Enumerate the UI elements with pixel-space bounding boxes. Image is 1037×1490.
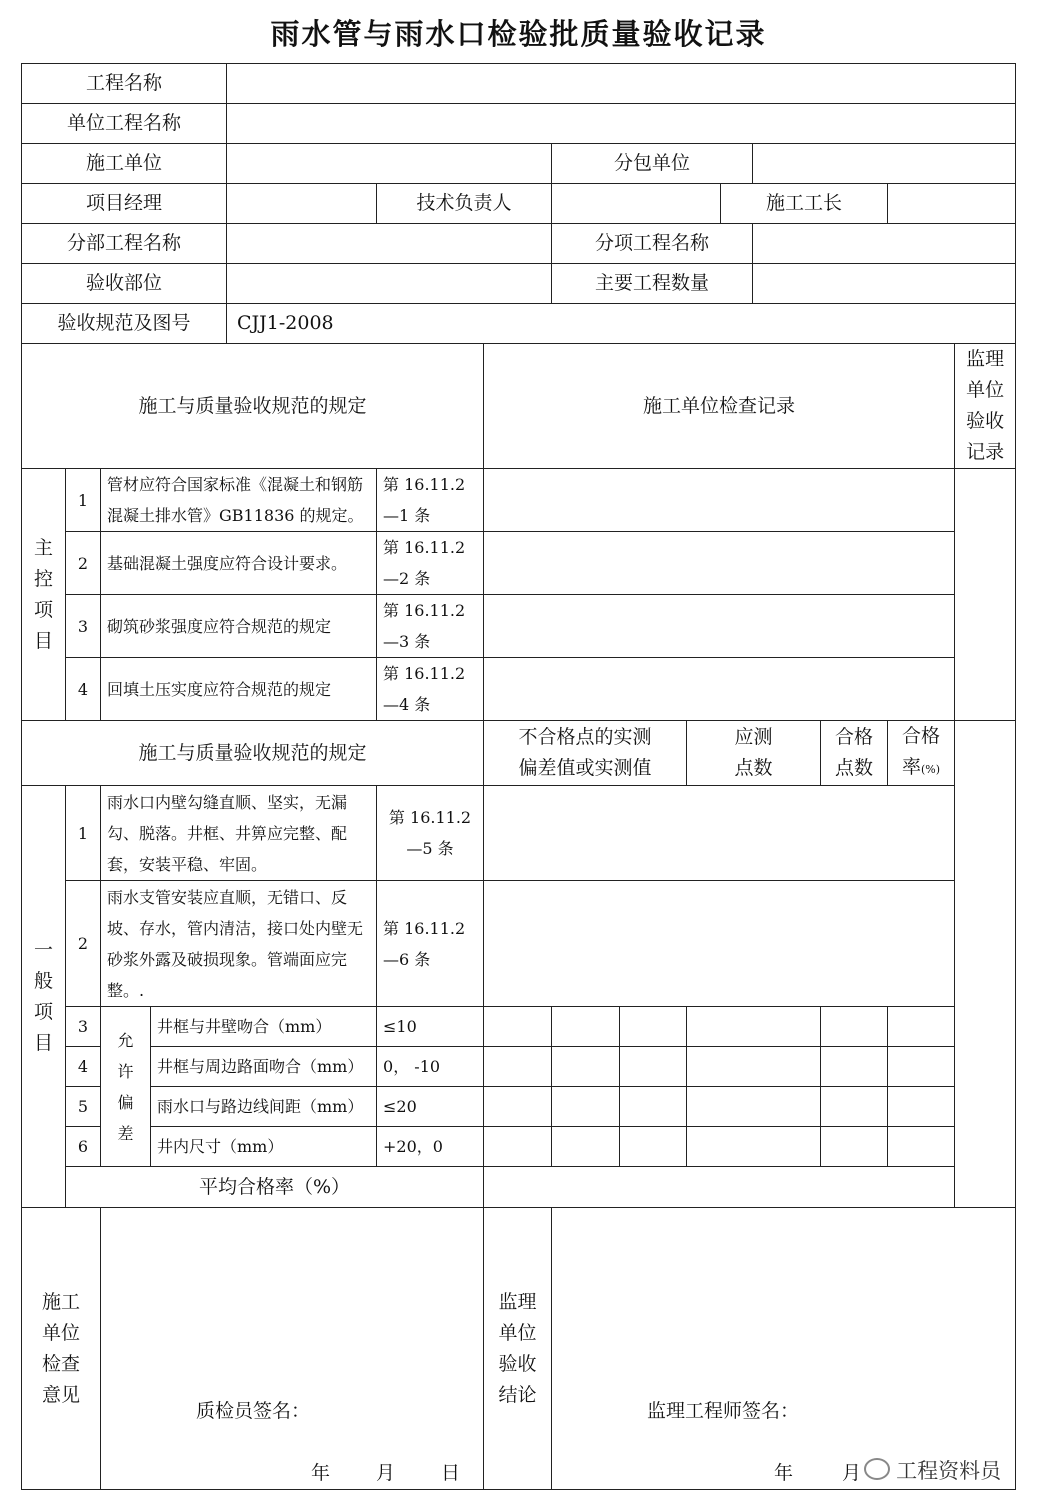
measure-cell[interactable]	[888, 1007, 955, 1047]
clause-line-1: 第 16.11.2	[383, 664, 466, 683]
measure-cell[interactable]	[821, 1127, 888, 1167]
tolerance-item: 雨水口与路边线间距（mm）	[151, 1087, 377, 1127]
clause-line-1: 第 16.11.2	[383, 918, 466, 938]
supervisor-conclusion-cell[interactable]	[552, 1208, 1016, 1490]
qualified-line-2: 点数	[835, 757, 874, 779]
supervisor-conclusion-label	[484, 1208, 552, 1490]
item-clause	[377, 595, 484, 658]
contractor-record-cell[interactable]	[484, 532, 955, 595]
measure-cell[interactable]	[620, 1007, 687, 1047]
contractor-record-cell[interactable]	[484, 786, 955, 881]
project-manager-label: 项目经理	[22, 184, 227, 224]
subcontract-unit-label: 分包单位	[552, 144, 753, 184]
technical-lead-label: 技术负责人	[377, 184, 552, 224]
tolerance-value: +20，0	[377, 1127, 484, 1167]
clause-line-2: —3 条	[383, 632, 431, 651]
tolerance-value: 0， -10	[377, 1047, 484, 1087]
supervisor-label-line: 结论	[498, 1383, 537, 1406]
contractor-date-month: 月	[376, 1462, 396, 1484]
construction-unit-label: 施工单位	[22, 144, 227, 184]
item-number: 1	[66, 786, 101, 881]
item-clause	[377, 532, 484, 595]
spec-label: 验收规范及图号	[22, 304, 227, 344]
contractor-label-line: 单位	[41, 1321, 80, 1344]
rate-unit: (%)	[921, 763, 941, 776]
tolerance-item: 井框与周边路面吻合（mm）	[151, 1047, 377, 1087]
clause-line-1: 第 16.11.2	[388, 808, 472, 827]
item-number: 6	[66, 1127, 101, 1167]
main-quantity-field[interactable]	[753, 264, 1016, 304]
page-title: 雨水管与雨水口检验批质量验收记录	[270, 17, 767, 51]
item-clause	[377, 786, 484, 881]
subitem-name-label: 分项工程名称	[552, 224, 753, 264]
clause-line-2: —2 条	[383, 569, 431, 588]
tolerance-value: ≤10	[377, 1007, 484, 1047]
measure-cell[interactable]	[687, 1087, 821, 1127]
item-number: 4	[66, 658, 101, 721]
clause-line-2: —1 条	[383, 506, 431, 525]
measure-cell[interactable]	[484, 1087, 552, 1127]
measure-cell[interactable]	[821, 1047, 888, 1087]
measure-cell[interactable]	[620, 1127, 687, 1167]
contractor-record-header: 施工单位检查记录	[484, 344, 955, 469]
general-char: 目	[33, 1031, 53, 1054]
item-number: 4	[66, 1047, 101, 1087]
contractor-label-line: 施工	[41, 1290, 80, 1313]
supervisor-label-line: 单位	[498, 1321, 537, 1344]
tolerance-item: 井内尺寸（mm）	[151, 1127, 377, 1167]
measure-cell[interactable]	[484, 1127, 552, 1167]
measure-cell[interactable]	[552, 1127, 620, 1167]
tolerance-char: 允	[117, 1030, 134, 1050]
pass-rate-header	[888, 721, 955, 786]
measured-line-2: 点数	[734, 757, 773, 779]
contractor-record-cell[interactable]	[484, 595, 955, 658]
measured-points-header	[687, 721, 821, 786]
clause-line-2: —4 条	[383, 695, 431, 714]
tolerance-value: ≤20	[377, 1087, 484, 1127]
item-text: 回填土压实度应符合规范的规定	[101, 658, 377, 721]
contractor-record-cell[interactable]	[484, 881, 955, 1007]
deviation-header	[484, 721, 687, 786]
item-number: 3	[66, 595, 101, 658]
supervisor-label-line: 监理	[498, 1290, 537, 1313]
rate-line-2: 率	[901, 756, 921, 778]
tolerance-item: 井框与井壁吻合（mm）	[151, 1007, 377, 1047]
contractor-opinion-cell[interactable]	[101, 1208, 484, 1490]
item-number: 3	[66, 1007, 101, 1047]
clause-line-2: —6 条	[383, 949, 431, 969]
rate-line-1: 合格	[902, 725, 941, 747]
foreman-label: 施工工长	[721, 184, 888, 224]
supervisor-record-header	[955, 344, 1016, 469]
unit-project-name-field[interactable]	[227, 104, 1016, 144]
technical-lead-field[interactable]	[552, 184, 721, 224]
project-name-field[interactable]	[227, 64, 1016, 104]
main-control-label	[22, 469, 66, 721]
wechat-icon	[864, 1458, 890, 1480]
measure-cell[interactable]	[687, 1127, 821, 1167]
measure-cell[interactable]	[687, 1047, 821, 1087]
construction-unit-field[interactable]	[227, 144, 552, 184]
main-quantity-label: 主要工程数量	[552, 264, 753, 304]
supervisor-record-cell[interactable]	[955, 469, 1016, 721]
item-number: 2	[66, 881, 101, 1007]
clause-line-1: 第 16.11.2	[383, 601, 466, 620]
measure-cell[interactable]	[687, 1007, 821, 1047]
supervisor-record-line-2: 验收记录	[966, 410, 1005, 463]
item-text: 砌筑砂浆强度应符合规范的规定	[101, 595, 377, 658]
foreman-field[interactable]	[888, 184, 1016, 224]
tolerance-char: 许	[117, 1061, 134, 1081]
supervisor-general-cell[interactable]	[955, 721, 1016, 1208]
item-text: 雨水支管安装应直顺，无错口、反坡、存水，管内清洁，接口处内壁无砂浆外露及破损现象。管端面应完整。.	[101, 881, 377, 1007]
supervisor-date-year: 年	[774, 1462, 794, 1484]
clause-line-1: 第 16.11.2	[383, 475, 466, 494]
acceptance-record-table	[21, 63, 1016, 1490]
deviation-line-1: 不合格点的实测	[518, 726, 652, 748]
contractor-label-line: 意见	[41, 1383, 80, 1406]
tolerance-label	[101, 1007, 151, 1167]
measure-cell[interactable]	[888, 1047, 955, 1087]
spec-rule-header: 施工与质量验收规范的规定	[22, 344, 484, 469]
measure-cell[interactable]	[484, 1047, 552, 1087]
unit-project-name-label: 单位工程名称	[22, 104, 227, 144]
supervisor-date-month: 月	[842, 1462, 862, 1484]
deviation-line-2: 偏差值或实测值	[518, 757, 652, 779]
item-clause	[377, 469, 484, 532]
inspector-signature-label: 质检员签名：	[196, 1400, 311, 1422]
tolerance-char: 差	[117, 1123, 134, 1143]
measure-cell[interactable]	[552, 1087, 620, 1127]
main-control-char: 主	[33, 536, 53, 559]
measure-cell[interactable]	[821, 1007, 888, 1047]
watermark	[864, 1456, 1001, 1487]
general-char: 项	[33, 1000, 53, 1023]
measure-cell[interactable]	[484, 1007, 552, 1047]
measure-cell[interactable]	[552, 1007, 620, 1047]
project-manager-field[interactable]	[227, 184, 377, 224]
spec-value: CJJ1-2008	[227, 304, 1016, 344]
measure-cell[interactable]	[821, 1087, 888, 1127]
general-char: 般	[33, 969, 53, 992]
clause-line-2: —5 条	[406, 839, 454, 858]
item-text: 雨水口内壁勾缝直顺、坚实，无漏勾、脱落。井框、井箅应完整、配套，安装平稳、牢固。	[101, 786, 377, 881]
measured-line-1: 应测	[734, 726, 773, 748]
item-clause	[377, 658, 484, 721]
measure-cell[interactable]	[888, 1087, 955, 1127]
item-number: 1	[66, 469, 101, 532]
division-name-label: 分部工程名称	[22, 224, 227, 264]
supervisor-label-line: 验收	[498, 1352, 537, 1375]
item-text: 管材应符合国家标准《混凝土和钢筋混凝土排水管》GB11836 的规定。	[101, 469, 377, 532]
engineer-signature-label: 监理工程师签名：	[647, 1400, 800, 1422]
qualified-line-1: 合格	[835, 726, 874, 748]
contractor-date-day: 日	[441, 1462, 461, 1484]
project-name-label: 工程名称	[22, 64, 227, 104]
watermark-text: 工程资料员	[896, 1459, 1002, 1483]
qualified-points-header	[821, 721, 888, 786]
general-items-label	[22, 786, 66, 1208]
main-control-char: 项	[33, 598, 53, 621]
spec-rule-header-general: 施工与质量验收规范的规定	[22, 721, 484, 786]
acceptance-part-label: 验收部位	[22, 264, 227, 304]
contractor-opinion-label	[22, 1208, 101, 1490]
item-clause	[377, 881, 484, 1007]
acceptance-part-field[interactable]	[227, 264, 552, 304]
measure-cell[interactable]	[552, 1047, 620, 1087]
contractor-record-cell[interactable]	[484, 469, 955, 532]
subcontract-unit-field[interactable]	[753, 144, 1016, 184]
main-control-char: 控	[33, 567, 53, 590]
measure-cell[interactable]	[888, 1127, 955, 1167]
supervisor-record-line-1: 监理单位	[966, 348, 1005, 401]
contractor-record-cell[interactable]	[484, 658, 955, 721]
average-rate-label: 平均合格率（%）	[66, 1167, 484, 1208]
item-number: 5	[66, 1087, 101, 1127]
item-text: 基础混凝土强度应符合设计要求。	[101, 532, 377, 595]
general-char: 一	[33, 938, 53, 961]
main-control-char: 目	[33, 629, 53, 652]
average-rate-field[interactable]	[484, 1167, 955, 1208]
clause-line-1: 第 16.11.2	[383, 538, 466, 557]
tolerance-char: 偏	[117, 1092, 134, 1112]
item-number: 2	[66, 532, 101, 595]
contractor-label-line: 检查	[41, 1352, 80, 1375]
contractor-date-year: 年	[311, 1462, 331, 1484]
measure-cell[interactable]	[620, 1087, 687, 1127]
subitem-name-field[interactable]	[753, 224, 1016, 264]
division-name-field[interactable]	[227, 224, 552, 264]
measure-cell[interactable]	[620, 1047, 687, 1087]
